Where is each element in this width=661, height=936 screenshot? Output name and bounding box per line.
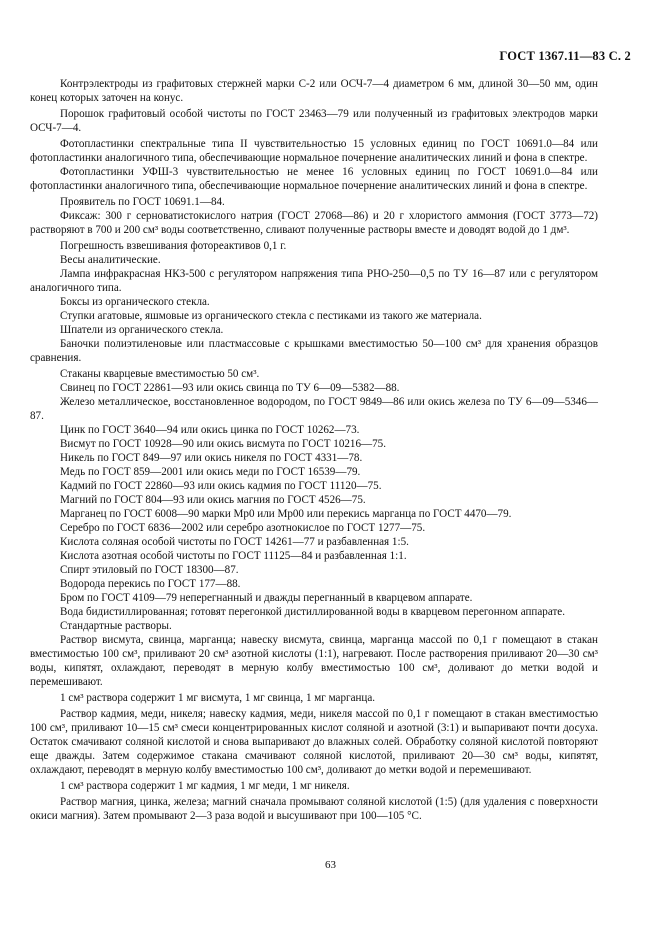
paragraph: Погрешность взвешивания фотореактивов 0,1 г.	[60, 240, 287, 252]
paragraph: Никель по ГОСТ 849—97 или окись никеля по ГОСТ 4331—78.	[60, 452, 363, 464]
paragraph: Свинец по ГОСТ 22861—93 или окись свинца по ТУ 6—09—5382—88.	[60, 382, 400, 394]
paragraph: Марганец по ГОСТ 6008—90 марки Мр0 или Мр00 или перекись марганца по ГОСТ 4470—79.	[60, 508, 512, 520]
paragraph: Висмут по ГОСТ 10928—90 или окись висмута по ГОСТ 10216—75.	[60, 438, 386, 450]
page-header: ГОСТ 1367.11—83 С. 2	[499, 49, 631, 63]
paragraph: Шпатели из органического стекла.	[60, 324, 224, 336]
paragraph: Железо металлическое, восстановленное водородом, по ГОСТ 9849—86 или окись железа по ТУ 6—09—5346—87.	[30, 396, 598, 422]
page-number: 63	[325, 859, 336, 871]
paragraph: Стаканы кварцевые вместимостью 50 см³.	[60, 368, 260, 380]
paragraph: Порошок графитовый особой чистоты по ГОСТ 23463—79 или полученный из графитовых электродов марки ОСЧ-7—4.	[30, 108, 598, 134]
paragraph: Вода бидистиллированная; готовят перегонкой дистиллированной воды в кварцевом перегонном аппарате.	[60, 606, 566, 618]
paragraph: Фиксаж: 300 г серноватистокислого натрия (ГОСТ 27068—86) и 20 г хлористого аммония (ГОСТ 3773—72) растворяют в 700 и 200 см³ воды соответственно, сливают полученные растворы вместе и доводят водой до 1 дм³.	[30, 210, 598, 236]
paragraph: Весы аналитические.	[60, 254, 161, 266]
paragraph: Баночки полиэтиленовые или пластмассовые с крышками вместимостью 50—100 см³ для хранения образцов сравнения.	[30, 338, 598, 364]
paragraph: Цинк по ГОСТ 3640—94 или окись цинка по ГОСТ 10262—73.	[60, 424, 360, 436]
paragraph: Кислота азотная особой чистоты по ГОСТ 11125—84 и разбавленная 1:1.	[60, 550, 407, 562]
paragraph: Боксы из органического стекла.	[60, 296, 210, 308]
paragraph: Ступки агатовые, яшмовые из органического стекла с пестиками из такого же материала.	[60, 310, 482, 322]
paragraph: 1 см³ раствора содержит 1 мг кадмия, 1 мг меди, 1 мг никеля.	[60, 780, 350, 792]
paragraph: Раствор висмута, свинца, марганца; навеску висмута, свинца, марганца массой по 0,1 г помещают в стакан вместимостью 100 см³, приливают 20 см³ азотной кислоты (1:1), нагревают. После растворения приливают 20—30 см³ воды, кипятят, охлаждают, переводят в мерную колбу вместимостью 100 см³, доливают до метки водой и перемешивают.	[30, 634, 598, 688]
paragraph: Контрэлектроды из графитовых стержней марки С-2 или ОСЧ-7—4 диаметром 6 мм, длиной 30—50 мм, один конец которых заточен на конус.	[30, 78, 598, 104]
paragraph: Кислота соляная особой чистоты по ГОСТ 14261—77 и разбавленная 1:5.	[60, 536, 409, 548]
document-body	[30, 77, 598, 823]
paragraph: Проявитель по ГОСТ 10691.1—84.	[60, 196, 225, 208]
paragraph: Спирт этиловый по ГОСТ 18300—87.	[60, 564, 239, 576]
paragraph: Раствор кадмия, меди, никеля; навеску кадмия, меди, никеля массой по 0,1 г помещают в стакан вместимостью 100 см³, приливают 10—15 см³ смеси концентрированных кислот соляной и азотной (3:1) и выпаривают почти досуха. Остаток смачивают соляной кислотой и снова выпаривают до влажных солей. Обработку соляной кислотой повторяют еще дважды. Затем содержимое стакана смачивают соляной кислотой, приливают 20—30 см³ воды, кипятят, охлаждают, переводят в мерную колбу вместимостью 100 см³, доливают до метки водой и перемешивают.	[30, 708, 598, 776]
paragraph: 1 см³ раствора содержит 1 мг висмута, 1 мг свинца, 1 мг марганца.	[60, 692, 376, 704]
paragraph: Серебро по ГОСТ 6836—2002 или серебро азотнокислое по ГОСТ 1277—75.	[60, 522, 426, 534]
paragraph: Фотопластинки УФШ-3 чувствительностью не менее 16 условных единиц по ГОСТ 10691.0—84 или фотопластинки аналогичного типа, обеспечивающие нормальное почернение аналитических линий и фона в спектре.	[30, 166, 598, 192]
paragraph: Фотопластинки спектральные типа II чувствительностью 15 условных единиц по ГОСТ 10691.0—84 или фотопластинки аналогичного типа, обеспечивающие нормальное почернение аналитических линий и фона в спектре.	[30, 138, 598, 164]
paragraph: Бром по ГОСТ 4109—79 неперегнанный и дважды перегнанный в кварцевом аппарате.	[60, 592, 473, 604]
paragraph: Водорода перекись по ГОСТ 177—88.	[60, 578, 241, 590]
paragraph: Лампа инфракрасная НКЗ-500 с регулятором напряжения типа РНО-250—0,5 по ТУ 16—87 или с регулятором аналогичного типа.	[30, 268, 598, 294]
paragraph: Медь по ГОСТ 859—2001 или окись меди по ГОСТ 16539—79.	[60, 466, 361, 478]
paragraph: Раствор магния, цинка, железа; магний сначала промывают соляной кислотой (1:5) (для удаления с поверхности окиси магния). Затем промывают 2—3 раза водой и высушивают при 100—105 °С.	[30, 796, 598, 822]
paragraph: Стандартные растворы.	[60, 620, 172, 632]
paragraph: Кадмий по ГОСТ 22860—93 или окись кадмия по ГОСТ 11120—75.	[60, 480, 382, 492]
paragraph: Магний по ГОСТ 804—93 или окись магния по ГОСТ 4526—75.	[60, 494, 366, 506]
